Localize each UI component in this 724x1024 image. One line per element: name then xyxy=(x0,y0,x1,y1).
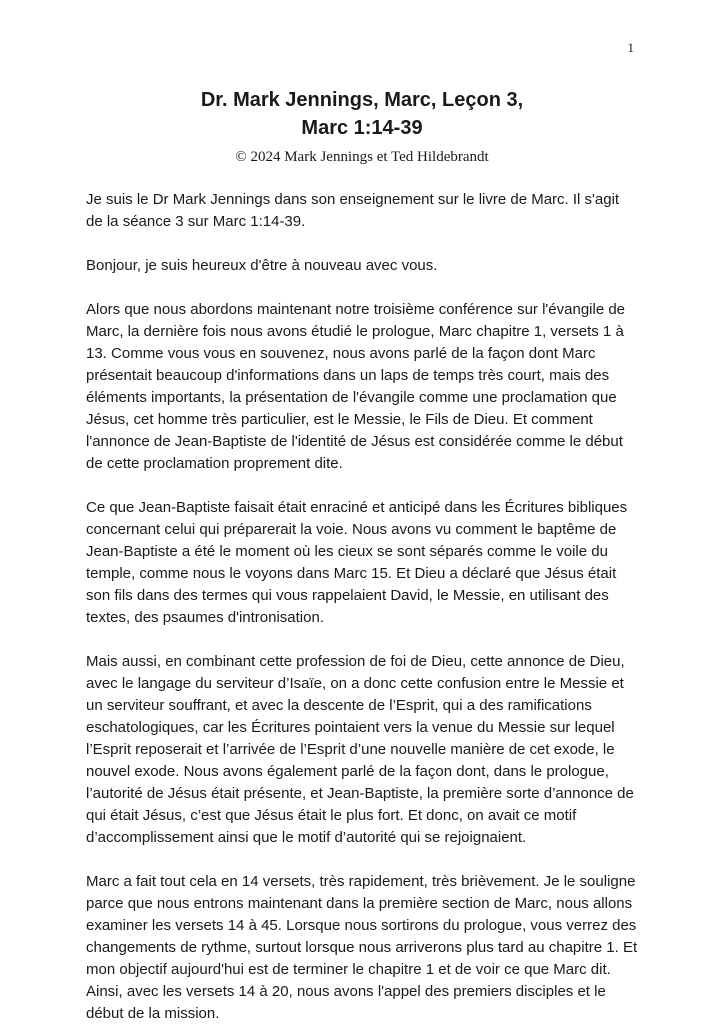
paragraph-2: Bonjour, je suis heureux d'être à nouveau avec vous. xyxy=(86,257,438,274)
copyright-line: © 2024 Mark Jennings et Ted Hildebrandt xyxy=(235,149,489,165)
page-number: 1 xyxy=(627,40,634,55)
paragraph-1: Je suis le Dr Mark Jennings dans son enseignement sur le livre de Marc. Il s'agit de la séance 3 sur Marc 1:14-39. xyxy=(86,191,620,230)
paragraph-3: Alors que nous abordons maintenant notre troisième conférence sur l'évangile de Marc, la dernière fois nous avons étudié le prologue, Marc chapitre 1, versets 1 à 13. Comme vous vous en souvenez, nous avons parlé de la façon dont Marc présentait beaucoup d'informations dans un laps de temps très court, mais des éléments importants, la présentation de l'évangile comme une proclamation que Jésus, cet homme très particulier, est le Messie, le Fils de Dieu. Et comment l'annonce de Jean-Baptiste de l'identité de Jésus est considérée comme le début de cette proclamation proprement dite. xyxy=(86,301,626,472)
document-title-line2: Marc 1:14-39 xyxy=(301,117,423,139)
document-title-line1: Dr. Mark Jennings, Marc, Leçon 3, xyxy=(200,89,524,111)
paragraph-4: Ce que Jean-Baptiste faisait était enraciné et anticipé dans les Écritures bibliques concernant celui qui préparerait la voie. Nous avons vu comment le baptême de Jean-Baptiste a été le moment où les cieux se sont séparés comme le voile du temple, comme nous le voyons dans Marc 15. Et Dieu a déclaré que Jésus était son fils dans des termes qui vous rappelaient David, le Messie, en utilisant des textes, des psaumes d'intronisation. xyxy=(86,499,628,626)
paragraph-6: Marc a fait tout cela en 14 versets, très rapidement, très brièvement. Je le souligne parce que nous entrons maintenant dans la première section de Marc, nous allons examiner les versets 14 à 45. Lorsque nous sortirons du prologue, vous verrez des changements de rythme, surtout lorsque nous arriverons plus tard au chapitre 1. Et mon objectif aujourd'hui est de terminer le chapitre 1 et de voir ce que Marc dit. Ainsi, avec les versets 14 à 20, nous avons l'appel des premiers disciples et le début de la mission. xyxy=(86,873,638,1022)
paragraph-5: Mais aussi, en combinant cette profession de foi de Dieu, cette annonce de Dieu, avec le langage du serviteur d’Isaïe, on a donc cette confusion entre le Messie et un serviteur souffrant, et avec la descente de l’Esprit, qui a des ramifications eschatologiques, car les Écritures pointaient vers la venue du Messie sur lequel l’Esprit reposerait et l’arrivée de l’Esprit d’une nouvelle manière de cet exode, le nouvel exode. Nous avons également parlé de la façon dont, dans le prologue, l’autorité de Jésus était présente, et Jean-Baptiste, la première sorte d’annonce de qui était Jésus, c’est que Jésus était le plus fort. Et donc, on avait ce motif d’accomplissement ainsi que le motif d’autorité qui se rejoignaient. xyxy=(86,653,634,846)
body-text xyxy=(86,189,638,1024)
document-title xyxy=(86,86,638,142)
